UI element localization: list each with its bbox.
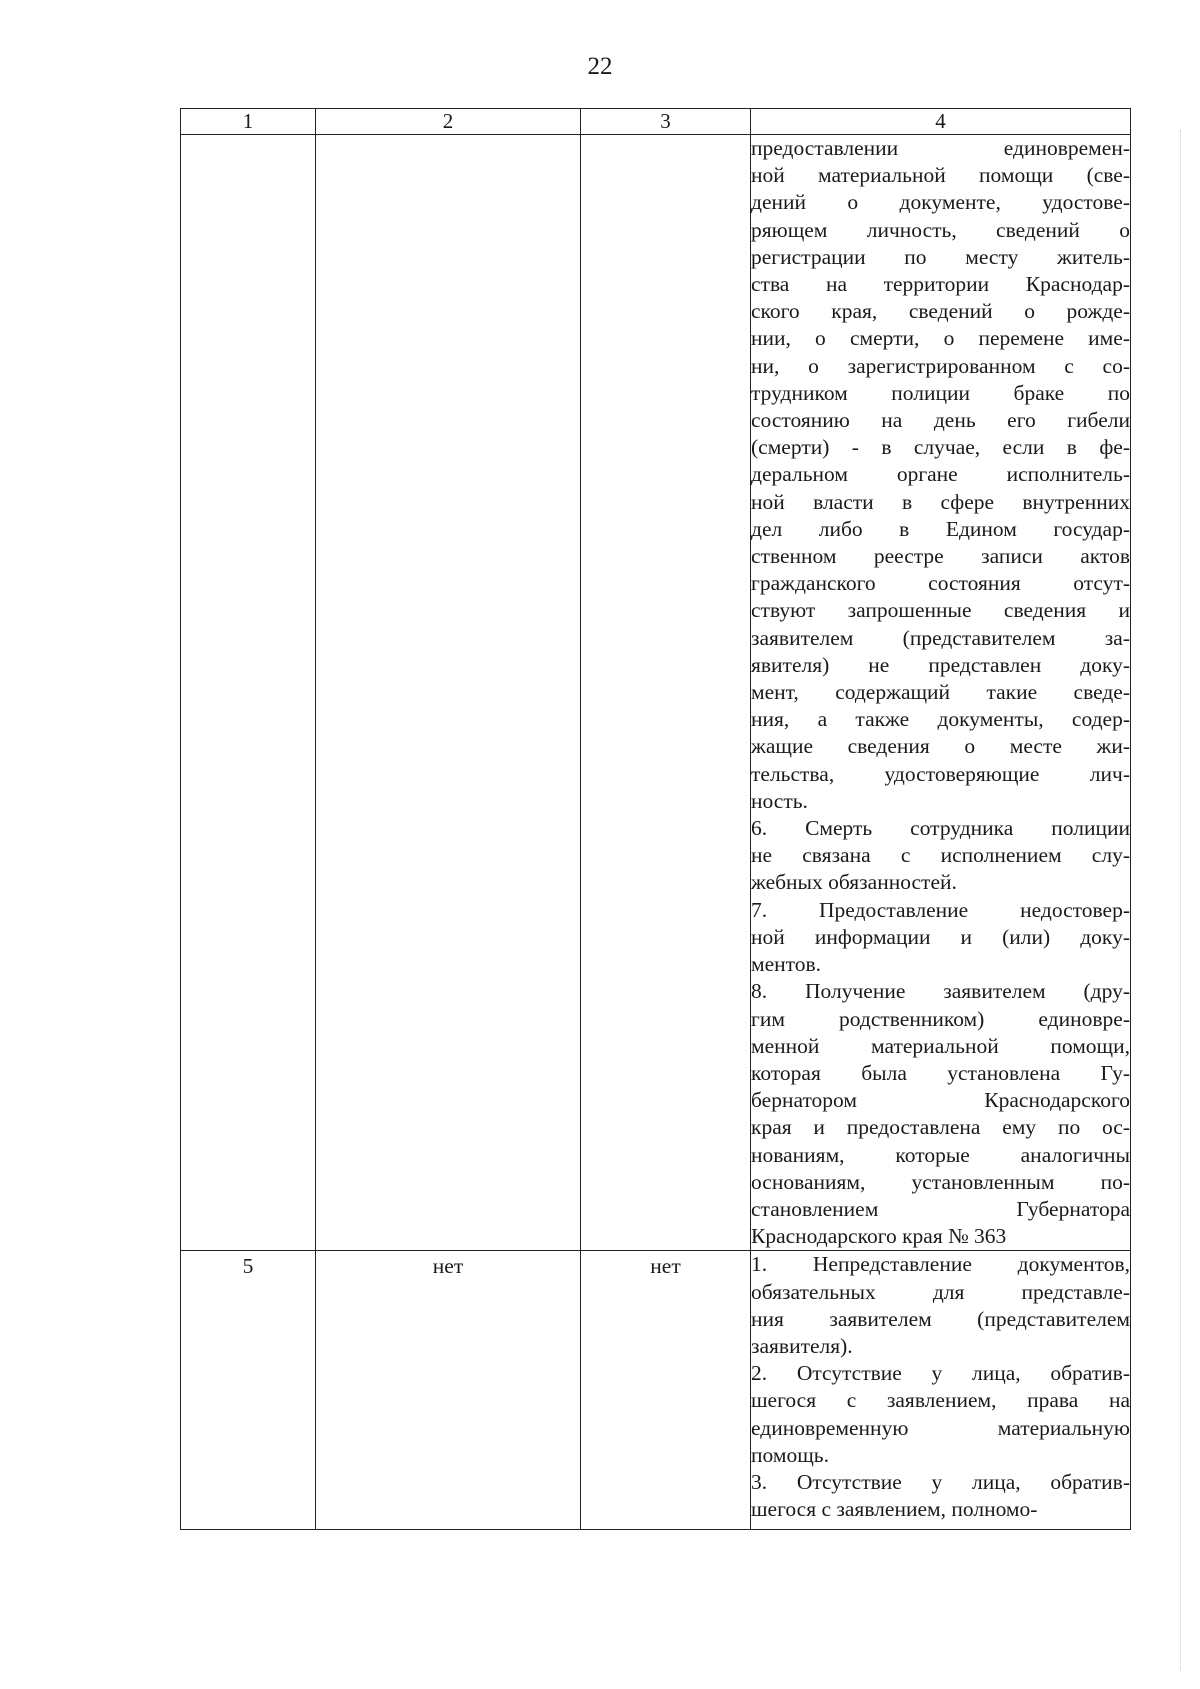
text-line: ства на территории Краснодар- — [751, 272, 1130, 297]
text-line: трудником полиции браке по — [751, 380, 1130, 405]
table-cell — [316, 1251, 581, 1530]
text-line: гражданского состояния отсут- — [751, 571, 1130, 596]
text-line: края и предоставлена ему по ос- — [751, 1115, 1130, 1140]
text-line: бернатором Краснодарского — [751, 1088, 1130, 1113]
table-row — [181, 135, 1131, 1251]
text-line: не связана с исполнением слу- — [751, 843, 1130, 868]
column-header: 3 — [581, 109, 751, 135]
text-line: ствуют запрошенные сведения и — [751, 598, 1130, 623]
text-line: 1. Непредставление документов, — [751, 1252, 1130, 1277]
text-line: жебных обязанностей. — [751, 870, 957, 895]
text-line: помощь. — [751, 1442, 829, 1467]
text-line: гим родственником) единовре- — [751, 1006, 1130, 1031]
text-line: 3. Отсутствие у лица, обратив- — [751, 1469, 1130, 1494]
text-line: ственном реестре записи актов — [751, 544, 1130, 569]
table-cell — [316, 135, 581, 1251]
column-header: 2 — [316, 109, 581, 135]
row-number: 5 — [242, 1254, 254, 1279]
table-row — [181, 1251, 1131, 1530]
text-line: ния заявителем (представителем — [751, 1306, 1130, 1331]
grounds-text-cell — [751, 1251, 1131, 1530]
text-line: ряющем личность, сведений о — [751, 217, 1130, 242]
text-line: явителя) не представлен доку- — [751, 652, 1130, 677]
text-line: нованиям, которые аналогичны — [751, 1142, 1130, 1167]
scan-edge-line — [1180, 130, 1182, 1670]
text-line: нии, о смерти, о перемене име- — [751, 326, 1130, 351]
text-line: мент, содержащий такие сведе- — [751, 680, 1130, 705]
document-table — [180, 108, 1131, 1530]
text-line: ментов. — [751, 952, 822, 977]
text-line: 6. Смерть сотрудника полиции — [751, 816, 1130, 841]
text-line: ной власти в сфере внутренних — [751, 489, 1130, 514]
text-line: ни, о зарегистрированном с со- — [751, 353, 1130, 378]
text-line: дений о документе, удостове- — [751, 190, 1130, 215]
text-line: основаниям, установленным по- — [751, 1169, 1130, 1194]
text-line: ского края, сведений о рожде- — [751, 299, 1130, 324]
text-line: регистрации по месту житель- — [751, 244, 1130, 269]
text-line: менной материальной помощи, — [751, 1033, 1130, 1058]
text-line: шегося с заявлением, права на — [751, 1388, 1130, 1413]
text-line: 2. Отсутствие у лица, обратив- — [751, 1361, 1130, 1386]
text-line: ность. — [751, 788, 808, 813]
text-line: дел либо в Едином государ- — [751, 516, 1130, 541]
page-number: 22 — [587, 53, 613, 80]
text-line: заявителя). — [751, 1333, 853, 1358]
grounds-text-cell — [751, 135, 1131, 1251]
cell-value: нет — [650, 1254, 681, 1279]
text-line: единовременную материальную — [751, 1415, 1130, 1440]
text-line: 7. Предоставление недостовер- — [751, 897, 1130, 922]
text-line: Краснодарского края № 363 — [751, 1224, 1007, 1249]
table-cell — [181, 135, 316, 1251]
text-line: деральном органе исполнитель- — [751, 462, 1130, 487]
text-line: тельства, удостоверяющие лич- — [751, 761, 1130, 786]
table-cell — [581, 1251, 751, 1530]
table-cell — [581, 135, 751, 1251]
text-line: которая была установлена Гу- — [751, 1060, 1130, 1085]
text-line: предоставлении единовремен- — [751, 136, 1130, 160]
text-line: ния, а также документы, содер- — [751, 707, 1130, 732]
text-line: ной материальной помощи (све- — [751, 163, 1130, 188]
text-line: (смерти) - в случае, если в фе- — [751, 435, 1130, 460]
text-line: жащие сведения о месте жи- — [751, 734, 1130, 759]
text-line: становлением Губернатора — [751, 1196, 1130, 1221]
text-line: шегося с заявлением, полномо- — [751, 1497, 1038, 1522]
text-line: ной информации и (или) доку- — [751, 924, 1130, 949]
text-line: заявителем (представителем за- — [751, 625, 1130, 650]
column-header: 1 — [181, 109, 316, 135]
text-line: 8. Получение заявителем (дру- — [751, 979, 1130, 1004]
text-line: состоянию на день его гибели — [751, 408, 1130, 433]
column-header: 4 — [751, 109, 1131, 135]
cell-value: нет — [432, 1254, 464, 1279]
table-header-row — [181, 109, 1131, 135]
text-line: обязательных для представле- — [751, 1279, 1130, 1304]
row-number-cell — [181, 1251, 316, 1530]
